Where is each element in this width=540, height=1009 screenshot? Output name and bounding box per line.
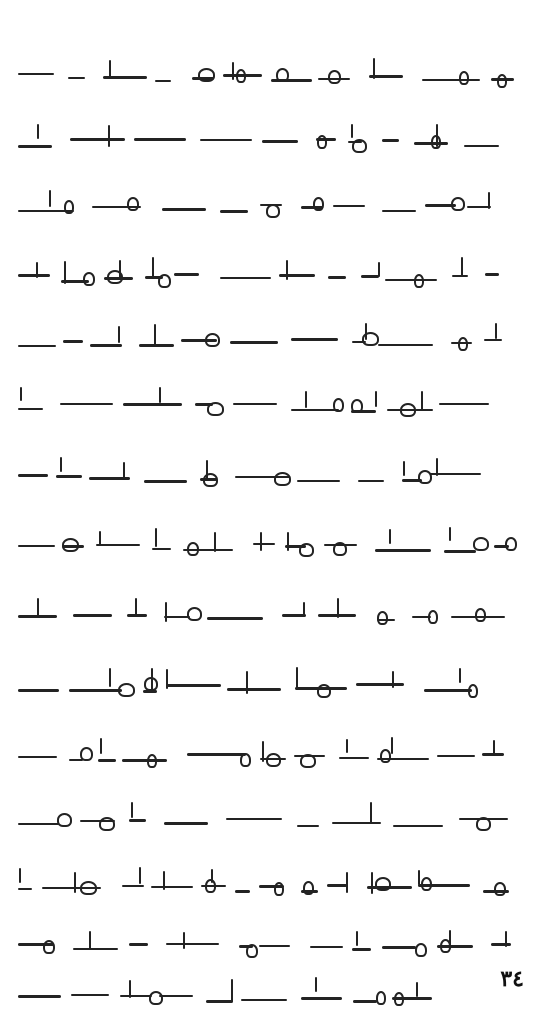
- script-line: [18, 595, 518, 629]
- script-line: [18, 865, 518, 899]
- script-line: [18, 455, 518, 489]
- script-line: [18, 975, 518, 1009]
- script-line: [18, 665, 518, 699]
- script-line: [18, 120, 518, 154]
- script-line: [18, 55, 518, 89]
- script-line: [18, 185, 518, 219]
- page-number: ٣٤: [500, 966, 524, 992]
- script-line: [18, 800, 518, 834]
- script-line: [18, 255, 518, 289]
- script-line: [18, 925, 518, 959]
- script-line: [18, 735, 518, 769]
- script-line: [18, 320, 518, 354]
- script-line: [18, 385, 518, 419]
- script-line: [18, 525, 518, 559]
